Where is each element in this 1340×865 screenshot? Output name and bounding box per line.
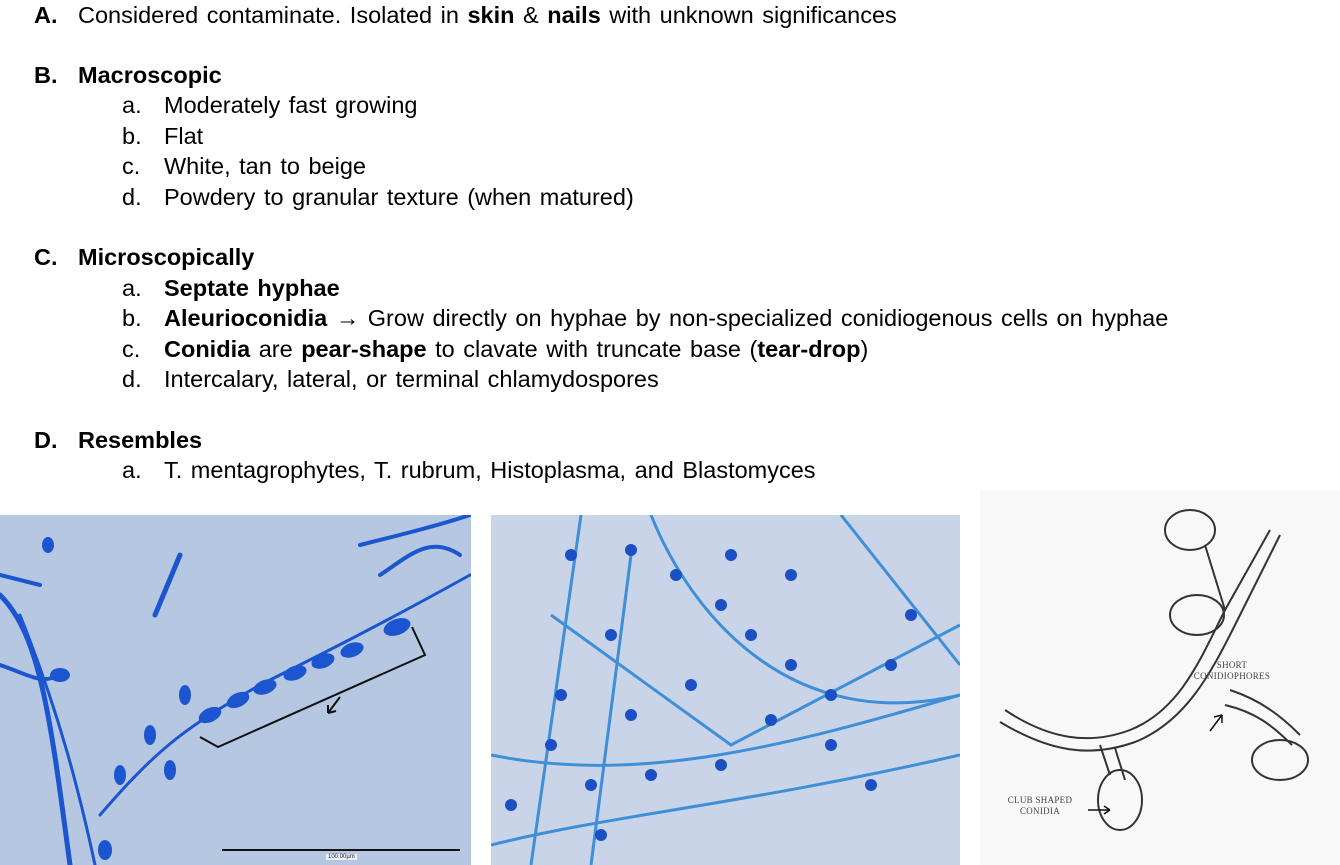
hyphae-illustration	[0, 515, 471, 865]
text-segment: Flat	[164, 123, 204, 149]
text-segment: tear-drop	[757, 336, 861, 362]
section-heading: Macroscopic	[78, 62, 222, 88]
list-item	[122, 455, 816, 485]
text-segment: Powdery to granular texture (when matured)	[164, 184, 634, 210]
section-label: C.	[34, 244, 58, 270]
section-heading: Microscopically	[78, 244, 255, 270]
text-segment: &	[514, 2, 548, 28]
list-item	[122, 151, 366, 181]
text-segment: are	[250, 336, 302, 362]
text-segment: skin	[467, 2, 515, 28]
text-segment: Conidia	[164, 336, 251, 362]
section-label: A.	[34, 2, 58, 28]
list-item	[122, 273, 340, 303]
micrograph-lactophenol-1	[0, 515, 471, 865]
text-segment: T. mentagrophytes, T. rubrum, Histoplasma, and Blastomyces	[164, 457, 816, 483]
item-label: a.	[122, 457, 142, 483]
label-short-conidiophores: SHORT CONIDIOPHORES	[1193, 660, 1271, 681]
text-segment: Moderately fast growing	[164, 92, 418, 118]
text-segment: Aleurioconidia	[164, 305, 328, 331]
section-d	[34, 425, 202, 455]
item-label: d.	[122, 366, 142, 392]
item-label: d.	[122, 184, 142, 210]
section-a	[34, 0, 897, 30]
section-label: D.	[34, 427, 58, 453]
text-segment: White, tan to beige	[164, 153, 366, 179]
list-item	[122, 364, 659, 394]
section-label: B.	[34, 62, 58, 88]
item-label: a.	[122, 92, 142, 118]
text-segment: Considered contaminate. Isolated in	[78, 2, 468, 28]
item-label: c.	[122, 336, 141, 362]
list-item	[122, 90, 417, 120]
item-label: c.	[122, 153, 141, 179]
text-segment: pear-shape	[301, 336, 427, 362]
text-segment: nails	[547, 2, 601, 28]
section-c	[34, 242, 254, 272]
item-label: b.	[122, 123, 142, 149]
list-item	[122, 121, 203, 151]
scale-bar-label: 100.00µm	[328, 854, 355, 860]
text-segment: Intercalary, lateral, or terminal chlamydospores	[164, 366, 659, 392]
item-label: a.	[122, 275, 142, 301]
item-label: b.	[122, 305, 142, 331]
conidia-diagram	[980, 490, 1340, 865]
section-heading: Resembles	[78, 427, 203, 453]
list-item	[122, 334, 868, 364]
text-segment: Septate hyphae	[164, 275, 340, 301]
text-segment: to clavate with truncate base (	[426, 336, 758, 362]
label-club-shaped-conidia: CLUB SHAPED CONIDIA	[1007, 795, 1073, 816]
text-segment: )	[860, 336, 869, 362]
hyphae-illustration-2	[491, 515, 960, 865]
micrograph-lactophenol-2	[491, 515, 960, 865]
section-b	[34, 60, 222, 90]
list-item	[122, 303, 1168, 333]
text-segment: → Grow directly on hyphae by non-specialized conidiogenous cells on hyphae	[327, 305, 1169, 331]
list-item	[122, 182, 634, 212]
text-segment: with unknown significances	[600, 2, 897, 28]
